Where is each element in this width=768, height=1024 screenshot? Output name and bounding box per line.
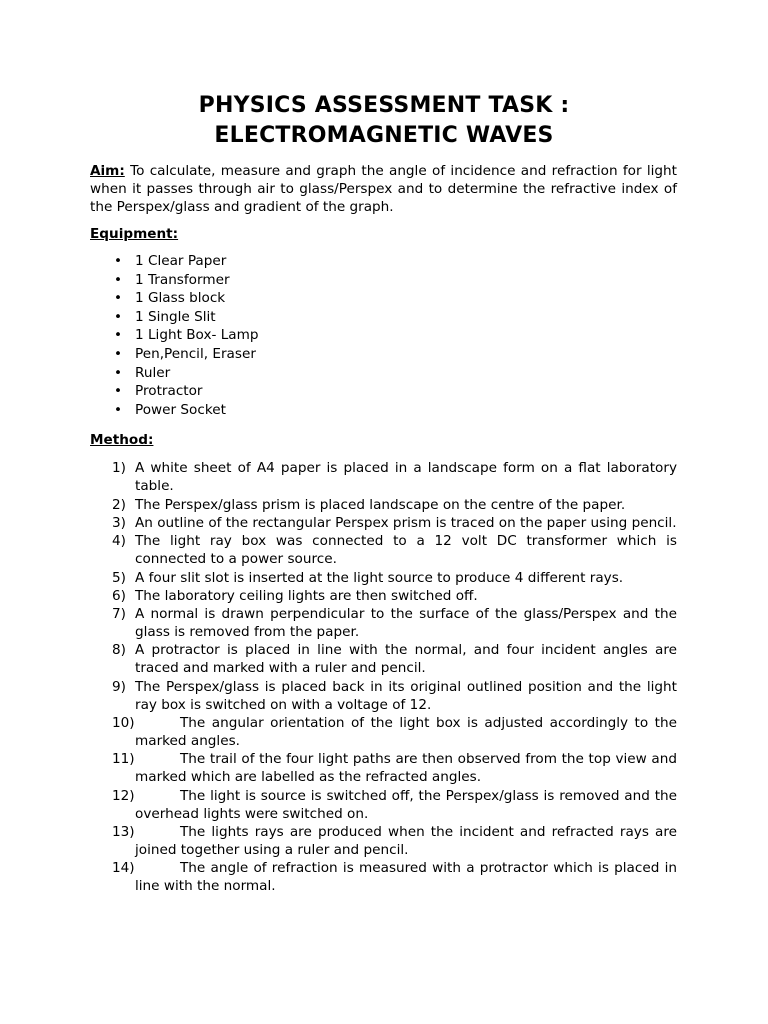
method-step-number: 7)	[112, 606, 126, 623]
method-step-text: The Perspex/glass prism is placed landscape on the centre of the paper.	[135, 496, 626, 513]
method-step	[90, 605, 677, 641]
method-step	[90, 532, 677, 568]
method-step-number: 11)	[112, 751, 135, 768]
method-step	[90, 587, 677, 605]
bullet-icon: •	[114, 345, 123, 362]
bullet-icon: •	[114, 308, 123, 325]
equipment-item-label: 1 Transformer	[135, 271, 230, 288]
equipment-item-label: Pen,Pencil, Eraser	[135, 345, 256, 362]
equipment-item-label: 1 Clear Paper	[135, 253, 227, 269]
bullet-icon: •	[114, 364, 123, 381]
equipment-item	[90, 382, 677, 401]
method-step-number: 5)	[112, 569, 126, 586]
method-step-text: An outline of the rectangular Perspex prism is traced on the paper using pencil.	[135, 514, 677, 531]
aim-label: Aim:	[90, 163, 125, 179]
bullet-icon: •	[114, 253, 123, 269]
method-step	[90, 496, 677, 514]
aim-text: To calculate, measure and graph the angle of incidence and refraction for light when it passes through air to glass/Perspex and to determine the refractive index of the Perspex/glass and gradient of the graph.	[90, 163, 677, 215]
method-step	[90, 459, 677, 495]
equipment-item	[90, 326, 677, 345]
equipment-list	[90, 252, 677, 419]
method-step-text: The angle of refraction is measured with a protractor which is placed in line with the normal.	[135, 860, 677, 895]
method-list	[90, 459, 677, 895]
method-step-number: 8)	[112, 642, 126, 659]
method-step-text: The angular orientation of the light box is adjusted accordingly to the marked angles.	[135, 715, 677, 750]
equipment-item-label: 1 Single Slit	[135, 308, 216, 325]
equipment-item-label: Power Socket	[135, 401, 226, 418]
equipment-item	[90, 401, 677, 420]
equipment-item-label: 1 Light Box- Lamp	[135, 327, 259, 344]
method-step-number: 4)	[112, 533, 126, 550]
method-step-number: 9)	[112, 678, 126, 695]
method-step	[90, 641, 677, 677]
method-step-text: The trail of the four light paths are then observed from the top view and marked which are labelled as the refracted angles.	[135, 751, 677, 786]
method-step-number: 6)	[112, 587, 126, 604]
equipment-item-label: 1 Glass block	[135, 290, 226, 307]
bullet-icon: •	[114, 401, 123, 418]
method-step-number: 14)	[112, 860, 135, 877]
method-step	[90, 678, 677, 714]
method-heading: Method:	[90, 432, 154, 449]
equipment-item	[90, 308, 677, 327]
equipment-item	[90, 271, 677, 290]
title-line-1: PHYSICS ASSESSMENT TASK :	[198, 93, 570, 118]
method-step	[90, 787, 677, 823]
method-step-number: 3)	[112, 514, 126, 531]
method-step	[90, 750, 677, 786]
equipment-heading: Equipment:	[90, 226, 179, 242]
method-step-text: A white sheet of A4 paper is placed in a landscape form on a flat laboratory table.	[135, 460, 677, 495]
equipment-item	[90, 252, 677, 271]
method-step-text: The light is source is switched off, the Perspex/glass is removed and the overhead lights were switched on.	[135, 787, 677, 822]
method-step	[90, 569, 677, 587]
method-step-number: 10)	[112, 715, 135, 732]
method-step-text: The lights rays are produced when the incident and refracted rays are joined together using a ruler and pencil.	[135, 823, 677, 858]
method-step-text: A normal is drawn perpendicular to the surface of the glass/Perspex and the glass is removed from the paper.	[135, 606, 677, 641]
equipment-item	[90, 289, 677, 308]
method-step-number: 1)	[112, 460, 126, 477]
title-line-2: ELECTROMAGNETIC WAVES	[214, 123, 554, 148]
equipment-item-label: Protractor	[135, 383, 203, 400]
equipment-item	[90, 345, 677, 364]
method-step-number: 12)	[112, 787, 135, 804]
bullet-icon: •	[114, 271, 123, 288]
method-step	[90, 859, 677, 895]
method-step-text: The laboratory ceiling lights are then switched off.	[135, 587, 478, 604]
equipment-item-label: Ruler	[135, 364, 171, 381]
method-step-number: 13)	[112, 823, 135, 840]
method-step-text: A four slit slot is inserted at the light source to produce 4 different rays.	[135, 569, 624, 586]
method-step-number: 2)	[112, 496, 126, 513]
method-step-text: The light ray box was connected to a 12 volt DC transformer which is connected to a power source.	[135, 533, 677, 568]
method-step	[90, 823, 677, 859]
method-step-text: The Perspex/glass is placed back in its original outlined position and the light ray box is switched on with a voltage of 12.	[135, 678, 677, 713]
bullet-icon: •	[114, 290, 123, 307]
method-step-text: A protractor is placed in line with the normal, and four incident angles are traced and marked with a ruler and pencil.	[135, 642, 677, 677]
equipment-item	[90, 364, 677, 383]
document-body	[90, 162, 677, 896]
page-title	[90, 91, 678, 151]
method-step	[90, 514, 677, 532]
bullet-icon: •	[114, 327, 123, 344]
bullet-icon: •	[114, 383, 123, 400]
aim-paragraph	[90, 162, 677, 216]
method-step	[90, 714, 677, 750]
